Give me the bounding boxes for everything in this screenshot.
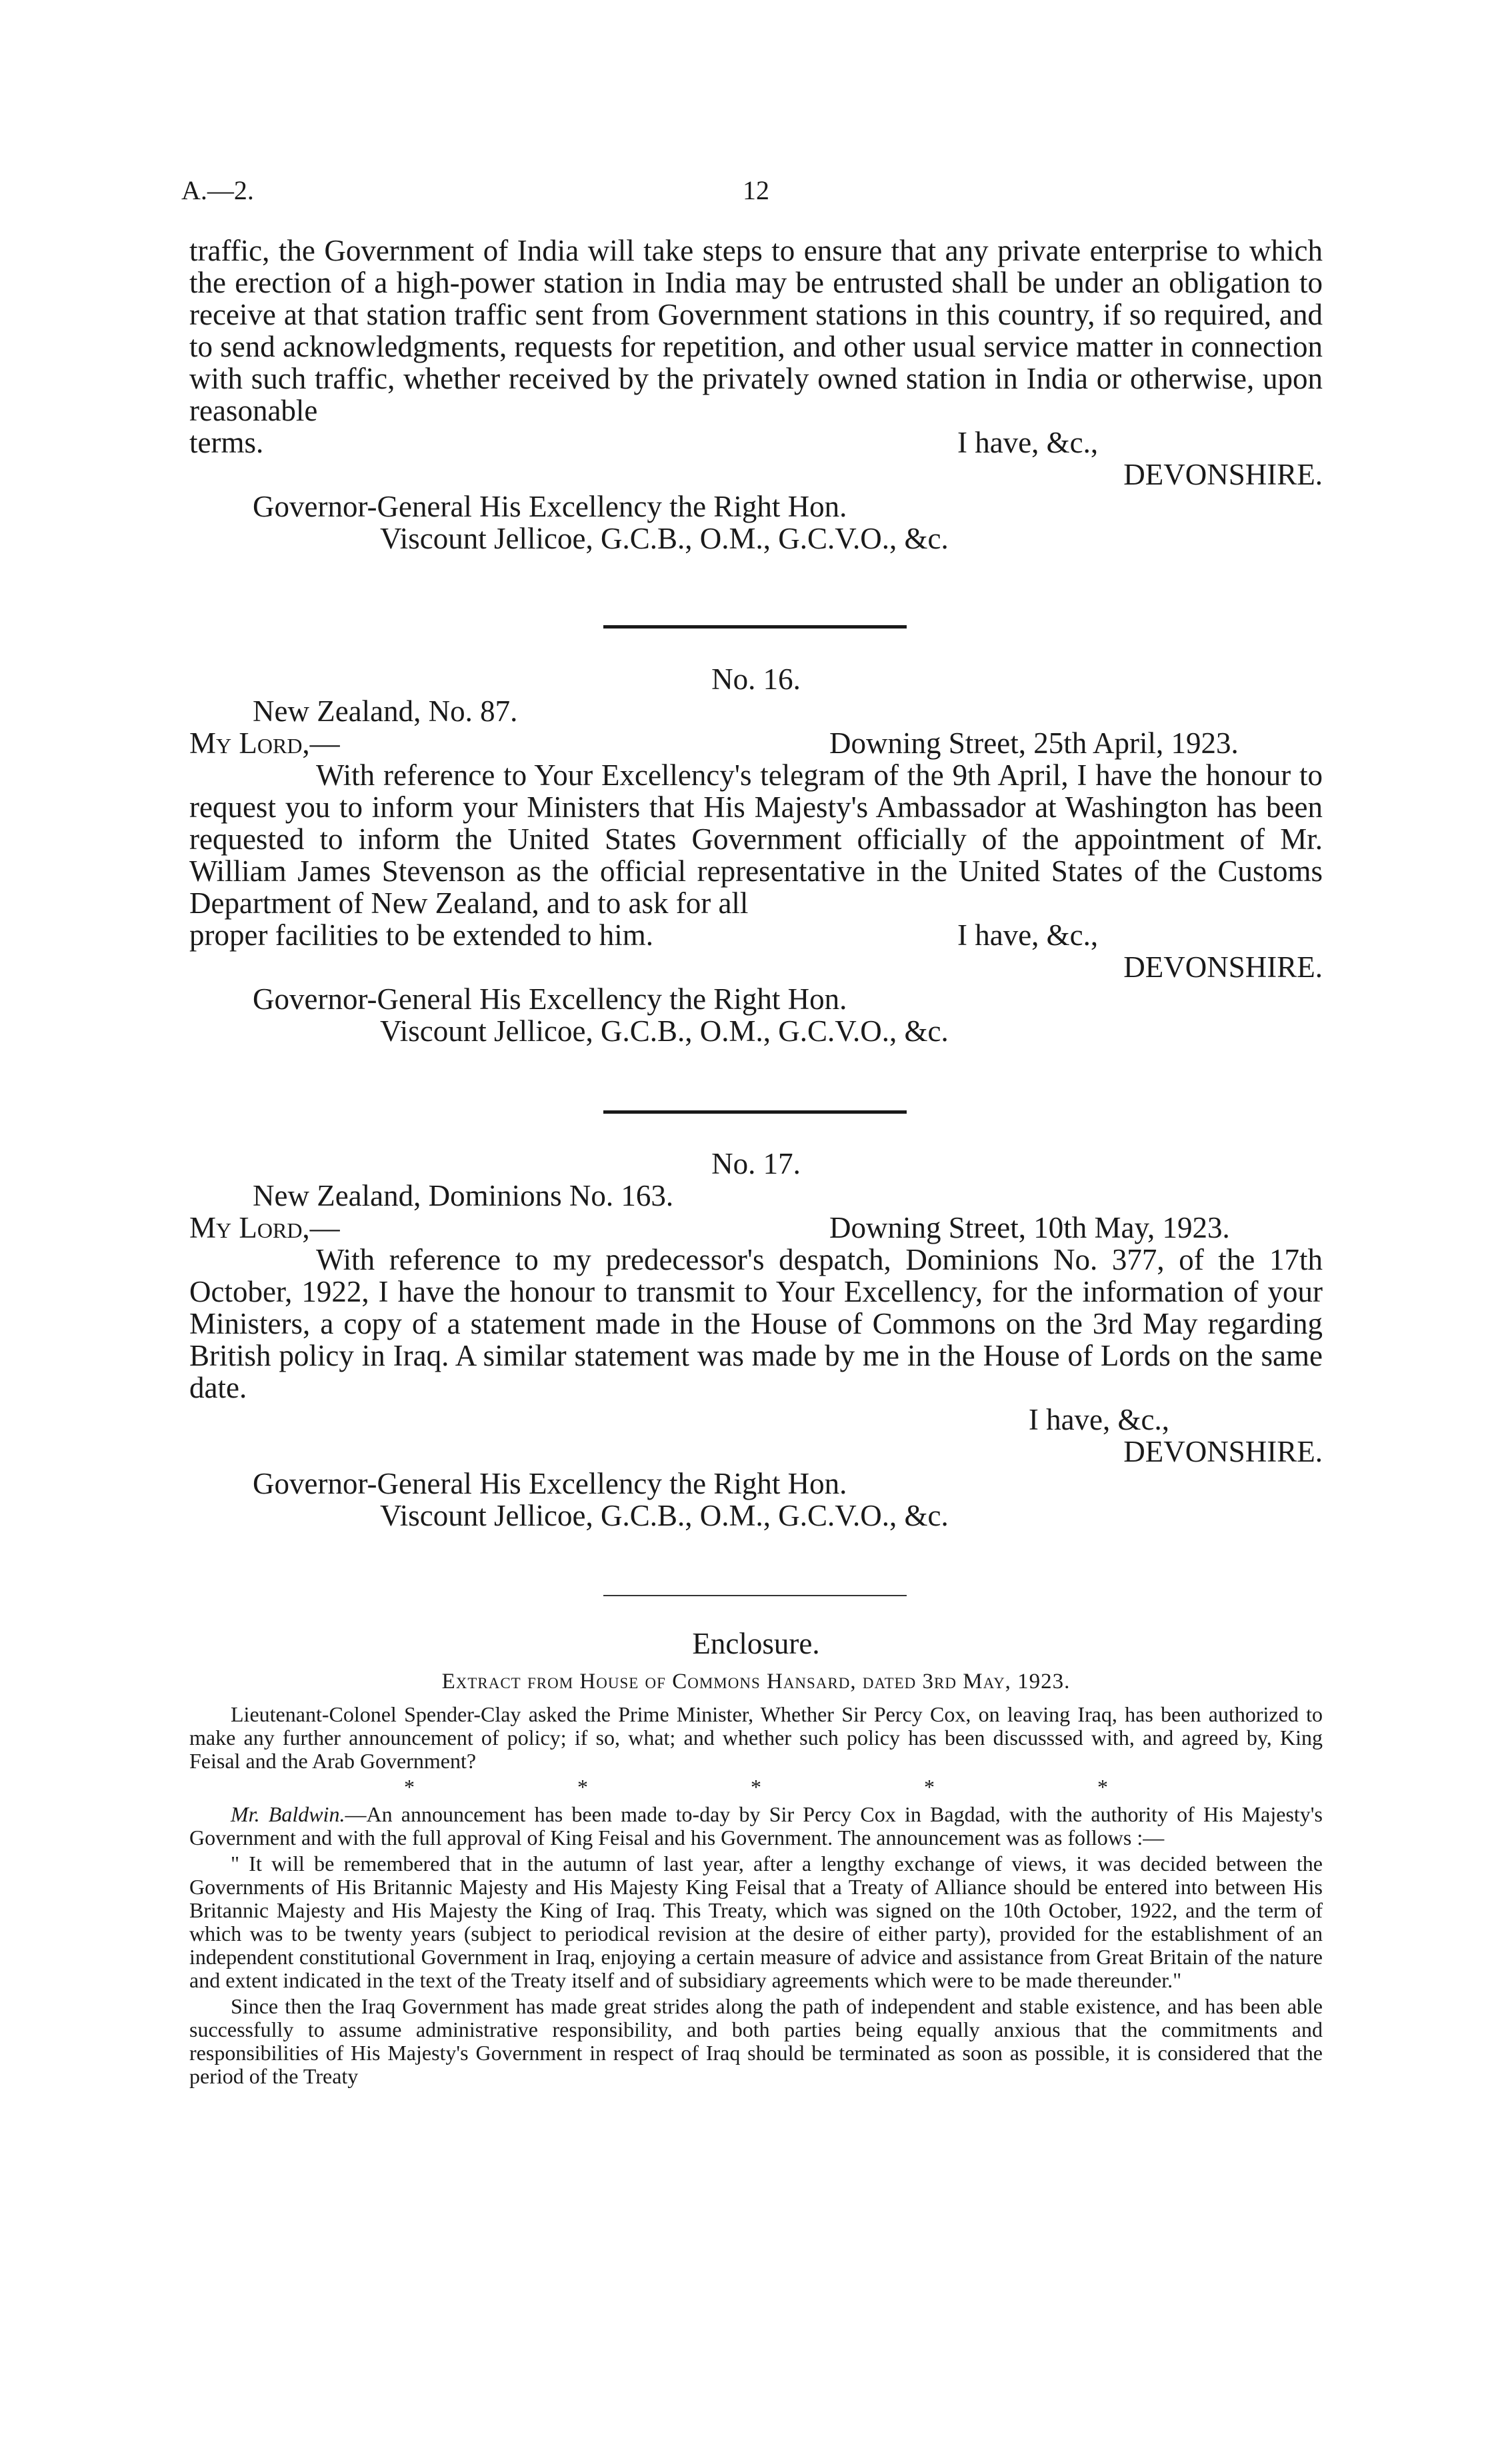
speaker-name: Mr. Baldwin. [231,1802,345,1826]
star: * [1097,1775,1108,1799]
date-line: Downing Street, 25th April, 1923. [829,726,1239,760]
despatch-reference: New Zealand, Dominions No. 163. [253,1179,674,1212]
salutation-line [189,1212,1323,1244]
extract-title: Extract from House of Commons Hansard, dated 3rd May, 1923. [441,1670,1071,1694]
question-paragraph: Lieutenant-Colonel Spender-Clay asked the Prime Minister, Whether Sir Percy Cox, on leaving Iraq, has been authorized to make any further announcement of policy; if so, what; and whether such policy has been discusssed with, and agreed by, King Feisal and the Arab Government? [189,1702,1323,1773]
document-reference: A.—2. [181,175,254,205]
despatch-number: No. 17. [711,1147,801,1180]
addressee-line-1: Governor-General His Excellency the Right Hon. [253,490,847,523]
addressee-line-2: Viscount Jellicoe, G.C.B., O.M., G.C.V.O., &c. [380,1014,949,1048]
section-divider [603,625,907,628]
page-number: 12 [743,175,769,205]
closing-line [189,427,1323,459]
date-line: Downing Street, 10th May, 1923. [829,1211,1230,1244]
closing-line [189,919,1323,951]
star: * [404,1775,415,1799]
last-line: proper facilities to be extended to him. [189,918,654,952]
hansard-extract [189,1703,1323,2091]
closing-phrase: I have, &c., [957,426,1099,459]
continued-paragraph: traffic, the Government of India will take steps to ensure that any private enterprise to which the erection of a high-power station in India may be entrusted shall be under an obligation to receive at that station traffic sent from Government stations in this country, if so required, and to send acknowledgments, requests for repetition, and other usual service matter in connection with such traffic, whether received by the privately owned station in India or otherwise, upon reasonable [189,234,1323,427]
despatch-no-17 [189,1148,1323,1532]
enclosure-divider [603,1595,907,1596]
star: * [751,1775,761,1799]
star: * [924,1775,935,1799]
despatch-number: No. 16. [711,662,801,696]
page-header [0,175,1512,215]
addressee-line-2: Viscount Jellicoe, G.C.B., O.M., G.C.V.O., &c. [380,1499,949,1532]
addressee-line-2: Viscount Jellicoe, G.C.B., O.M., G.C.V.O., &c. [380,522,949,555]
signature: DEVONSHIRE. [1123,950,1323,984]
enclosure-heading: Enclosure. [692,1627,820,1660]
quoted-announcement: " It will be remembered that in the autumn of last year, after a lengthy exchange of views, it was decided between the Governments of His Britannic Majesty and His Majesty King Feisal that a Treaty of Alliance should be entered into between His Britannic Majesty and His Majesty the King of Iraq. This Treaty, which was signed on the 10th October, 1922, and the term of which was to be twenty years (subject to periodical revision at the desire of either party), provided for the establishment of an independent constitutional Government in Iraq, enjoying a certain measure of advice and assistance from Great Britain of the nature and extent indicated in the text of the Treaty itself and of subsidiary agreements which were to be made thereunder." [189,1851,1323,1992]
last-word: terms. [189,426,264,459]
quoted-announcement-continued: Since then the Iraq Government has made great strides along the path of independent and stable existence, and has been able successfully to assume administrative responsibility, and both parties being equally anxious that the commitments and responsibilities of His Majesty's Government in respect of Iraq should be terminated as soon as possible, it is considered that the period of the Treaty [189,1994,1323,2088]
answer-text: —An announcement has been made to-day by Sir Percy Cox in Bagdad, with the authority of His Majesty's Government and with the full approval of King Feisal and his Government. The announcement was as follows :— [189,1802,1323,1849]
salutation-line [189,727,1323,759]
despatch-reference: New Zealand, No. 87. [253,694,518,728]
despatch-body: With reference to Your Excellency's telegram of the 9th April, I have the honour to request you to inform your Ministers that His Majesty's Ambassador at Washington has been requested to inform the United States Government officially of the appointment of Mr. William James Stevenson as the official representative in the United States of the Customs Department of New Zealand, and to ask for all [189,758,1323,920]
closing-phrase: I have, &c., [957,918,1099,952]
despatch-body: With reference to my predecessor's despatch, Dominions No. 377, of the 17th October, 1922, I have the honour to transmit to Your Excellency, for the information of your Ministers, a copy of a statement made in the House of Commons on the 3rd May regarding British policy in Iraq. A similar statement was made by me in the House of Lords on the same date. [189,1243,1323,1404]
addressee-line-1: Governor-General His Excellency the Right Hon. [253,982,847,1016]
salutation: My Lord,— [189,726,340,760]
answer-paragraph [189,1803,1323,1849]
signature: DEVONSHIRE. [1123,458,1323,491]
closing-phrase: I have, &c., [1028,1403,1169,1436]
ellipsis-stars [189,1776,1323,1799]
star: * [577,1775,588,1799]
salutation: My Lord,— [189,1211,340,1244]
section-divider [603,1110,907,1114]
despatch-no-16 [189,663,1323,1047]
continued-despatch [189,235,1323,555]
signature: DEVONSHIRE. [1123,1435,1323,1468]
addressee-line-1: Governor-General His Excellency the Right Hon. [253,1467,847,1500]
